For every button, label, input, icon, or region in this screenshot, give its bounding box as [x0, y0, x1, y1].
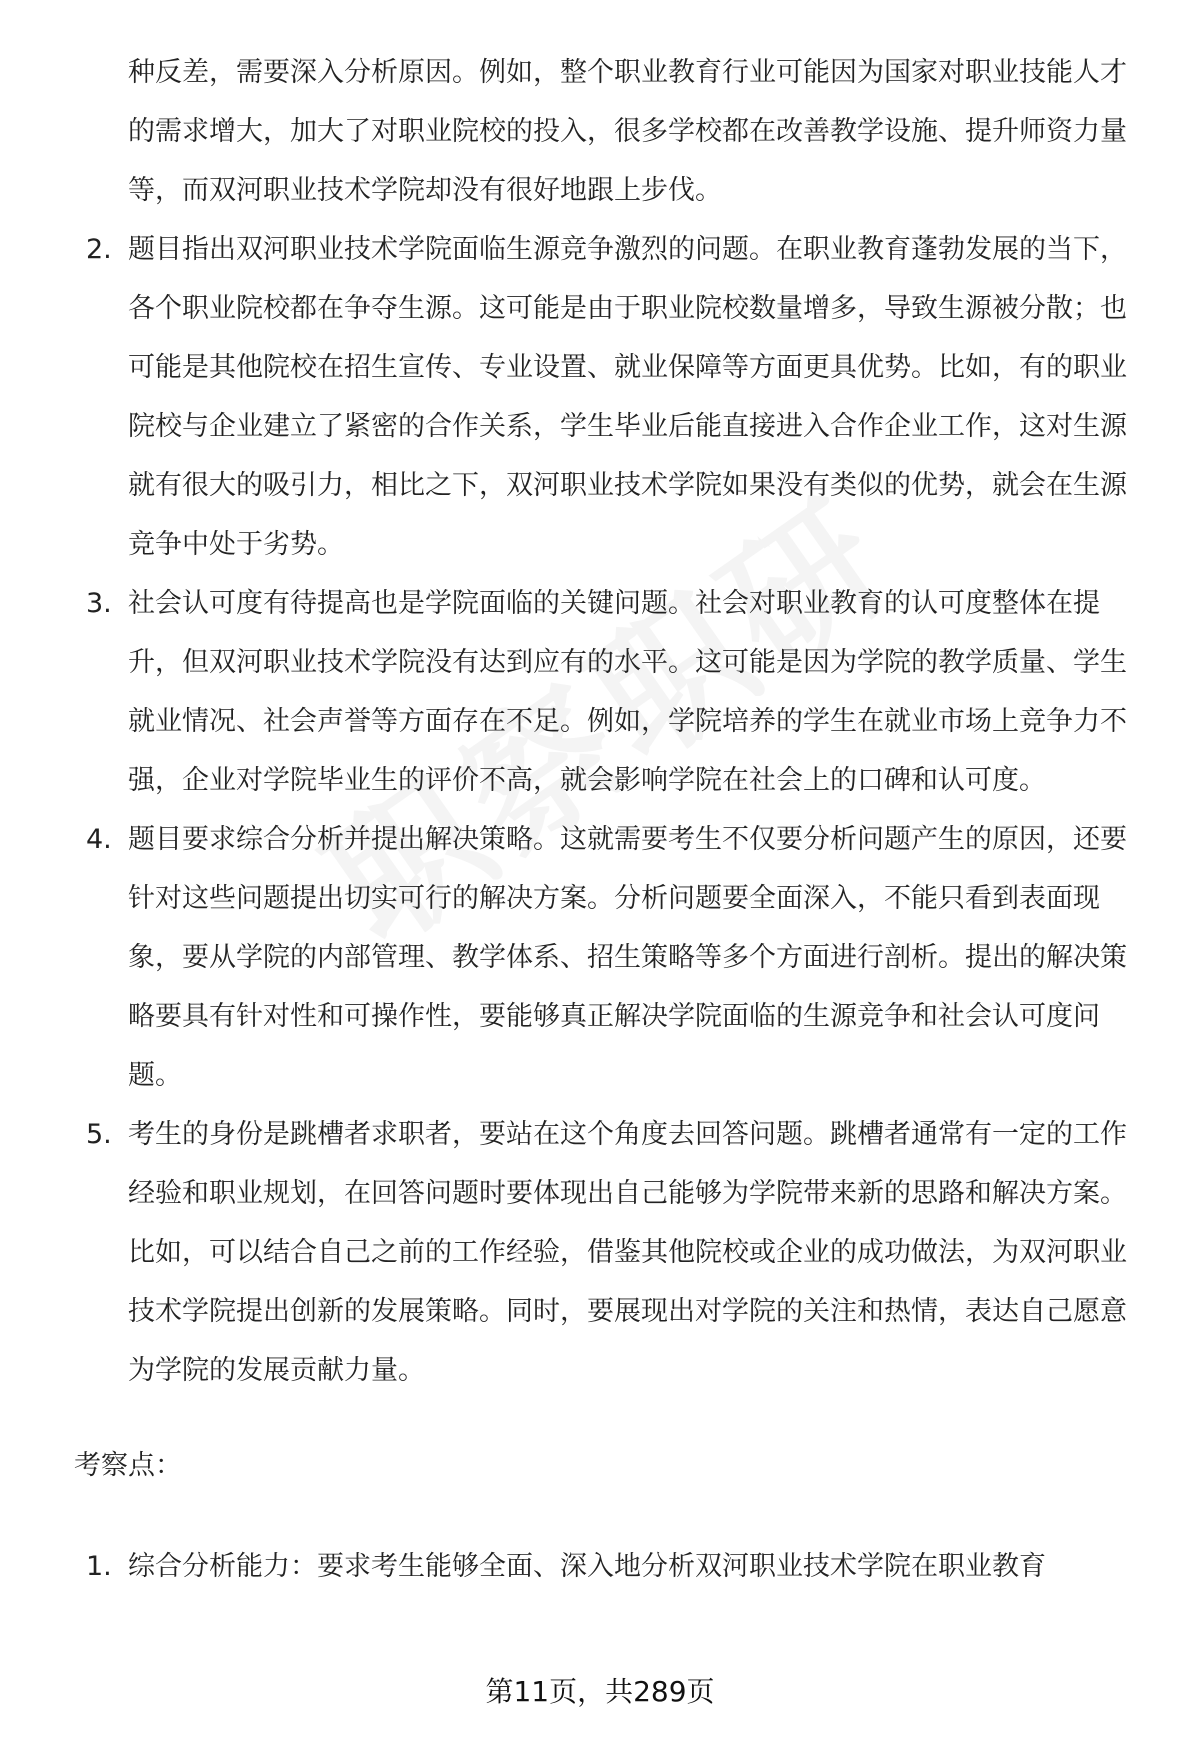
list-number: 1. [86, 1551, 112, 1582]
list-item [0, 220, 1140, 574]
analysis-list [0, 220, 1200, 1400]
list-item [0, 1105, 1140, 1400]
list-number: 2. [86, 234, 112, 265]
list-number: 5. [86, 1119, 112, 1150]
page-footer: 第11页，共289页 [485, 1675, 715, 1708]
list-text: 综合分析能力：要求考生能够全面、深入地分析双河职业技术学院在职业教育 [128, 1551, 1046, 1582]
list-number: 3. [86, 588, 112, 619]
section-heading: 考察点： [74, 1450, 182, 1481]
list-number: 4. [86, 824, 112, 855]
points-list [0, 1537, 1200, 1596]
list-item [0, 810, 1140, 1105]
list-item [0, 574, 1140, 810]
list-text: 社会认可度有待提高也是学院面临的关键问题。社会对职业教育的认可度整体在提升，但双河职业技术学院没有达到应有的水平。这可能是因为学院的教学质量、学生就业情况、社会声誉等方面存在不足。例如，学院培养的学生在就业市场上竞争力不强，企业对学院毕业生的评价不高，就会影响学院在社会上的口碑和认可度。 [128, 588, 1127, 796]
continuation-paragraph: 种反差，需要深入分析原因。例如，整个职业教育行业可能因为国家对职业技能人才的需求增大，加大了对职业院校的投入，很多学校都在改善教学设施、提升师资力量等，而双河职业技术学院却没有很好地跟上步伐。 [128, 57, 1127, 206]
list-text: 题目指出双河职业技术学院面临生源竞争激烈的问题。在职业教育蓬勃发展的当下，各个职业院校都在争夺生源。这可能是由于职业院校数量增多，导致生源被分散；也可能是其他院校在招生宣传、专业设置、就业保障等方面更具优势。比如，有的职业院校与企业建立了紧密的合作关系，学生毕业后能直接进入合作企业工作，这对生源就有很大的吸引力，相比之下，双河职业技术学院如果没有类似的优势，就会在生源竞争中处于劣势。 [128, 234, 1127, 560]
list-item [0, 1537, 1140, 1596]
list-text: 题目要求综合分析并提出解决策略。这就需要考生不仅要分析问题产生的原因，还要针对这些问题提出切实可行的解决方案。分析问题要全面深入，不能只看到表面现象，要从学院的内部管理、教学体系、招生策略等多个方面进行剖析。提出的解决策略要具有针对性和可操作性，要能够真正解决学院面临的生源竞争和社会认可度问题。 [128, 824, 1127, 1091]
list-text: 考生的身份是跳槽者求职者，要站在这个角度去回答问题。跳槽者通常有一定的工作经验和职业规划，在回答问题时要体现出自己能够为学院带来新的思路和解决方案。比如，可以结合自己之前的工作经验，借鉴其他院校或企业的成功做法，为双河职业技术学院提出创新的发展策略。同时，要展现出对学院的关注和热情，表达自己愿意为学院的发展贡献力量。 [128, 1119, 1127, 1386]
